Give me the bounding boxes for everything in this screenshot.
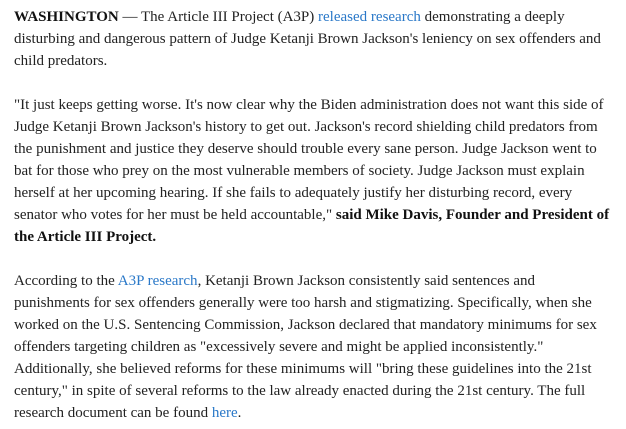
here-link[interactable]: here <box>211 405 238 421</box>
paragraph-quote <box>14 94 612 248</box>
dateline: WASHINGTON <box>14 9 119 25</box>
released-research-link[interactable]: released research <box>318 9 421 25</box>
research-text-2: , Ketanji Brown Jackson consistently said sentences and punishments for sex offenders generally were too harsh and stigmatizing. Specifically, when she worked on the U.S. Sentencing Commission, Jackson declared that mandatory minimums for sex offenders targeting children as "excessively severe and might be applied inconsistently." Additionally, she believed reforms for these minimums will "bring these guidelines into the 21st century," in spite of several reforms to the law already enacted during the 21st century. The full research document can be found <box>14 273 597 421</box>
research-text-3: . <box>237 405 242 421</box>
a3p-research-link[interactable]: A3P research <box>117 273 198 289</box>
intro-text-1: — The Article III Project (A3P) <box>118 9 319 25</box>
intro-text-2: demonstrating a deeply disturbing and dangerous pattern of Judge Ketanji Brown Jackson's leniency on sex offenders and child predators. <box>14 9 601 69</box>
paragraph-intro <box>14 6 612 72</box>
quote-attribution: said Mike Davis, Founder and President of the Article III Project. <box>14 207 610 245</box>
research-text-1: According to the <box>14 273 118 289</box>
quote-text: "It just keeps getting worse. It's now clear why the Biden administration does not want this side of Judge Ketanji Brown Jackson's history to get out. Jackson's record shielding child predators from the punishment and justice they deserve should trouble every sane person. Judge Jackson went to bat for those who prey on the most vulnerable members of society. Judge Jackson must explain herself at her upcoming hearing. If she fails to adequately justify her disturbing record, every senator who votes for her must be held accountable," <box>14 97 604 223</box>
paragraph-research <box>14 270 612 424</box>
